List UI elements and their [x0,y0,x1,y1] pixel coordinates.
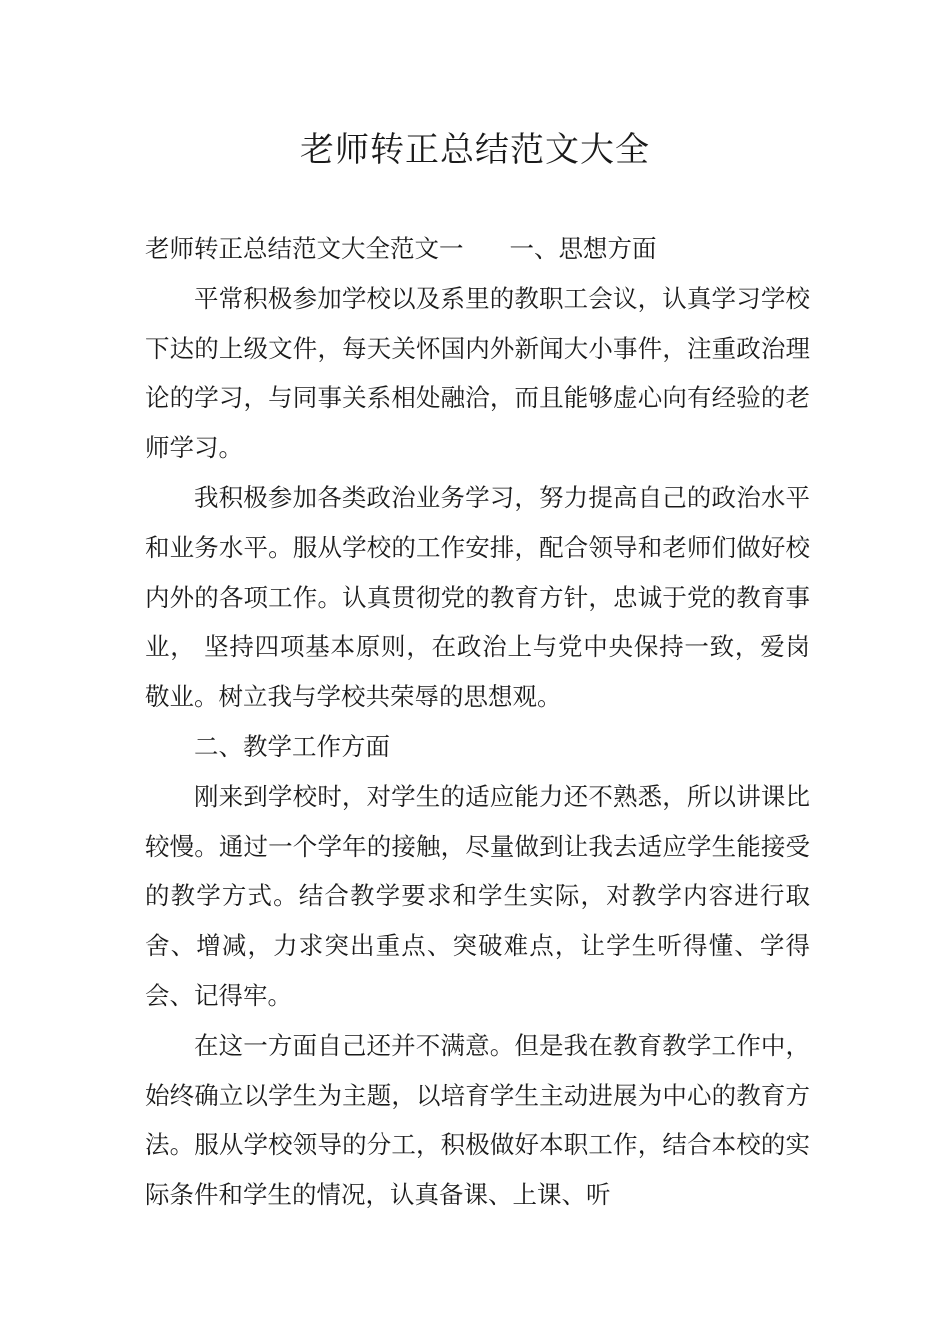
intro-label: 老师转正总结范文大全范文一 [145,234,464,263]
section-heading: 一、思想方面 [509,234,657,263]
paragraph: 我积极参加各类政治业务学习，努力提高自己的政治水平和业务水平。服从学校的工作安排，配合领导和老师们做好校内外的各项工作。认真贯彻党的教育方针，忠诚于党的教育事业， 坚持四项基本原则，在政治上与党中央保持一致，爱岗敬业。树立我与学校共荣辱的思想观。 [145,482,810,712]
paragraph: 平常积极参加学校以及系里的教职工会议，认真学习学校下达的上级文件，每天关怀国内外新闻大小事件，注重政治理论的学习，与同事关系相处融洽，而且能够虚心向有经验的老师学习。 [145,283,810,463]
document-body [145,224,810,1220]
paragraph: 在这一方面自己还并不满意。但是我在教育教学工作中，始终确立以学生为主题，以培育学生主动进展为中心的教育方法。服从学校领导的分工，积极做好本职工作，结合本校的实际条件和学生的情况，认真备课、上课、听 [145,1030,810,1210]
section-heading: 二、教学工作方面 [194,731,390,761]
paragraph: 刚来到学校时，对学生的适应能力还不熟悉，所以讲课比较慢。通过一个学年的接触，尽量做到让我去适应学生能接受的教学方式。结合教学要求和学生实际，对教学内容进行取舍、增减，力求突出重点、突破难点，让学生听得懂、学得会、记得牢。 [145,781,810,1010]
document-title: 老师转正总结范文大全 [300,130,650,170]
intro-line [145,224,810,274]
